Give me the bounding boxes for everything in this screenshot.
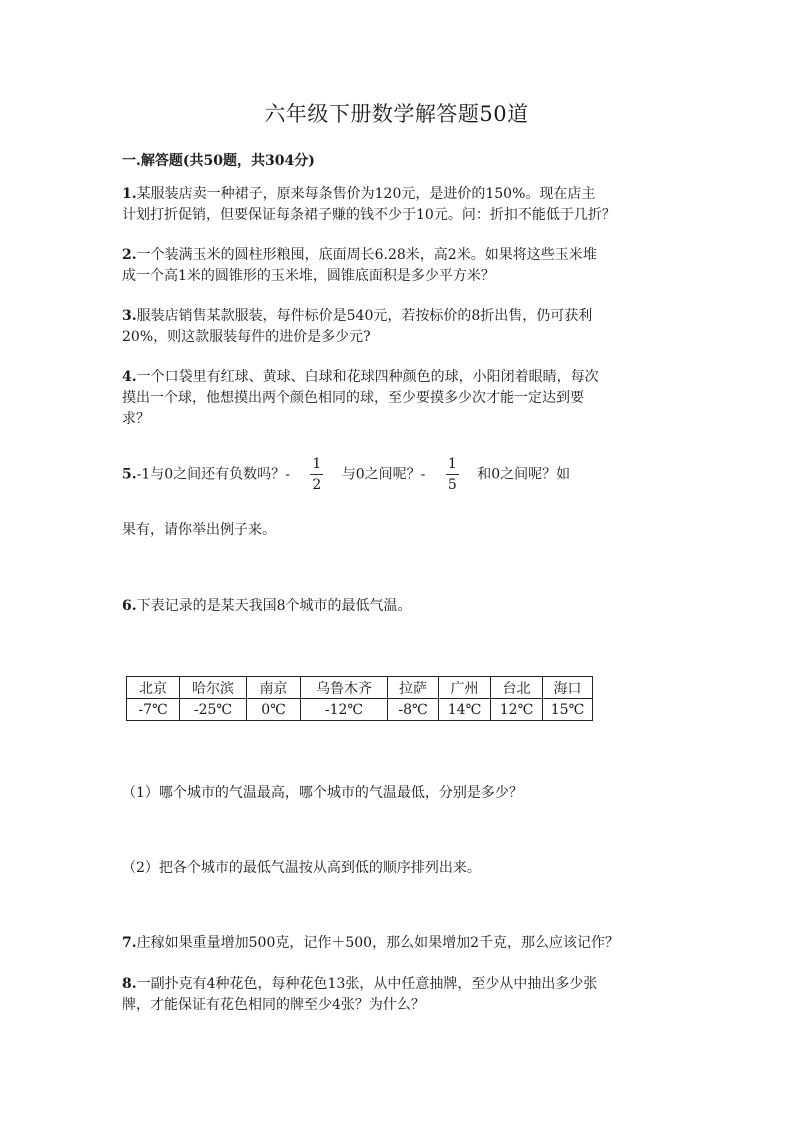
question-text: 下表记录的是某天我国8个城市的最低气温。 (136, 598, 412, 614)
question-text: 某服装店卖一种裙子，原来每条售价为120元，是进价的150%。现在店主 (136, 186, 596, 202)
question-4 (122, 367, 692, 430)
table-cell-city: 广州 (439, 677, 491, 699)
table-cell-city: 台北 (491, 677, 543, 699)
question-8-line-2: 牌，才能保证有花色相同的牌至少4张？为什么？ (122, 997, 425, 1013)
table-cell-temp: 12℃ (491, 699, 543, 721)
question-number: 7. (122, 935, 137, 951)
question-number: 3. (122, 308, 137, 324)
fraction-one-half (310, 456, 323, 493)
question-2 (122, 245, 692, 287)
question-text: 一个装满玉米的圆柱形粮囤，底面周长6.28米，高2米。如果将这些玉米堆 (136, 247, 597, 263)
question-8 (122, 974, 692, 1016)
table-cell-temp: -7℃ (127, 699, 180, 721)
question-4-line-2: 摸出一个球，他想摸出两个颜色相同的球，至少要摸多少次才能一定达到要 (122, 390, 584, 406)
question-3-line-1 (122, 306, 692, 327)
question-5-part-3: 和0之间呢？如 (477, 466, 571, 483)
question-6 (122, 596, 692, 617)
question-6-sub-2: （2）把各个城市的最低气温按从高到低的顺序排列出来。 (122, 860, 481, 876)
table-cell-temp: -25℃ (180, 699, 247, 721)
question-4-line-3: 求？ (122, 411, 150, 427)
question-text: 一副扑克有4种花色，每种花色13张，从中任意抽牌，至少从中抽出多少张 (136, 976, 598, 992)
question-number: 2. (122, 247, 137, 263)
table-cell-temp: -8℃ (388, 699, 439, 721)
table-cell-city: 海口 (543, 677, 593, 699)
table-cell-temp: 0℃ (247, 699, 301, 721)
fraction-bar (310, 474, 323, 475)
question-5-part-1: -1与0之间还有负数吗？- (136, 466, 290, 483)
table-cell-temp: 14℃ (439, 699, 491, 721)
question-7 (122, 933, 702, 954)
question-3-line-2: 20%，则这款服装每件的进价是多少元? (122, 329, 371, 345)
question-3 (122, 306, 692, 348)
fraction-bar (446, 474, 459, 475)
fraction-numerator: 1 (312, 456, 322, 472)
question-text: 庄稼如果重量增加500克，记作＋500，那么如果增加2千克，那么应该记作？ (136, 935, 619, 951)
section-heading: 一.解答题(共50题，共304分) (122, 153, 315, 169)
question-4-line-1 (122, 367, 692, 388)
question-1-line-1 (122, 184, 692, 205)
question-number: 1. (122, 186, 137, 202)
question-6-sub-1: （1）哪个城市的气温最高，哪个城市的气温最低，分别是多少？ (122, 785, 523, 801)
question-5-line-2: 果有，请你举出例子来。 (122, 522, 276, 538)
city-temperature-table (126, 676, 593, 721)
page-title: 六年级下册数学解答题50道 (264, 102, 529, 126)
table-cell-city: 南京 (247, 677, 301, 699)
table-cell-temp: 15℃ (543, 699, 593, 721)
question-text: 服装店销售某款服装，每件标价是540元，若按标价的8折出售，仍可获利 (136, 308, 593, 324)
table-cell-temp: -12℃ (301, 699, 388, 721)
question-2-line-2: 成一个高1米的圆锥形的玉米堆，圆锥底面积是多少平方米？ (122, 268, 495, 284)
fraction-denominator: 2 (312, 477, 322, 493)
table-row-temperatures (127, 699, 593, 721)
table-cell-city: 哈尔滨 (180, 677, 247, 699)
question-2-line-1 (122, 245, 692, 266)
question-8-line-1 (122, 974, 692, 995)
fraction-one-fifth (446, 456, 459, 493)
question-1 (122, 184, 692, 226)
fraction-denominator: 5 (447, 477, 457, 493)
question-number: 6. (122, 598, 137, 614)
fraction-numerator: 1 (447, 456, 457, 472)
table-row-cities (127, 677, 593, 699)
question-number: 4. (122, 369, 137, 385)
question-5-part-2: 与0之间呢？- (341, 466, 426, 483)
question-number: 8. (122, 976, 137, 992)
table-cell-city: 北京 (127, 677, 180, 699)
table-cell-city: 乌鲁木齐 (301, 677, 388, 699)
question-5 (122, 456, 570, 493)
question-1-line-2: 计划打折促销，但要保证每条裙子赚的钱不少于10元。问：折扣不能低于几折？ (122, 207, 616, 223)
question-text: 一个口袋里有红球、黄球、白球和花球四种颜色的球，小阳闭着眼睛，每次 (136, 369, 599, 385)
question-number: 5. (122, 466, 137, 483)
table-cell-city: 拉萨 (388, 677, 439, 699)
